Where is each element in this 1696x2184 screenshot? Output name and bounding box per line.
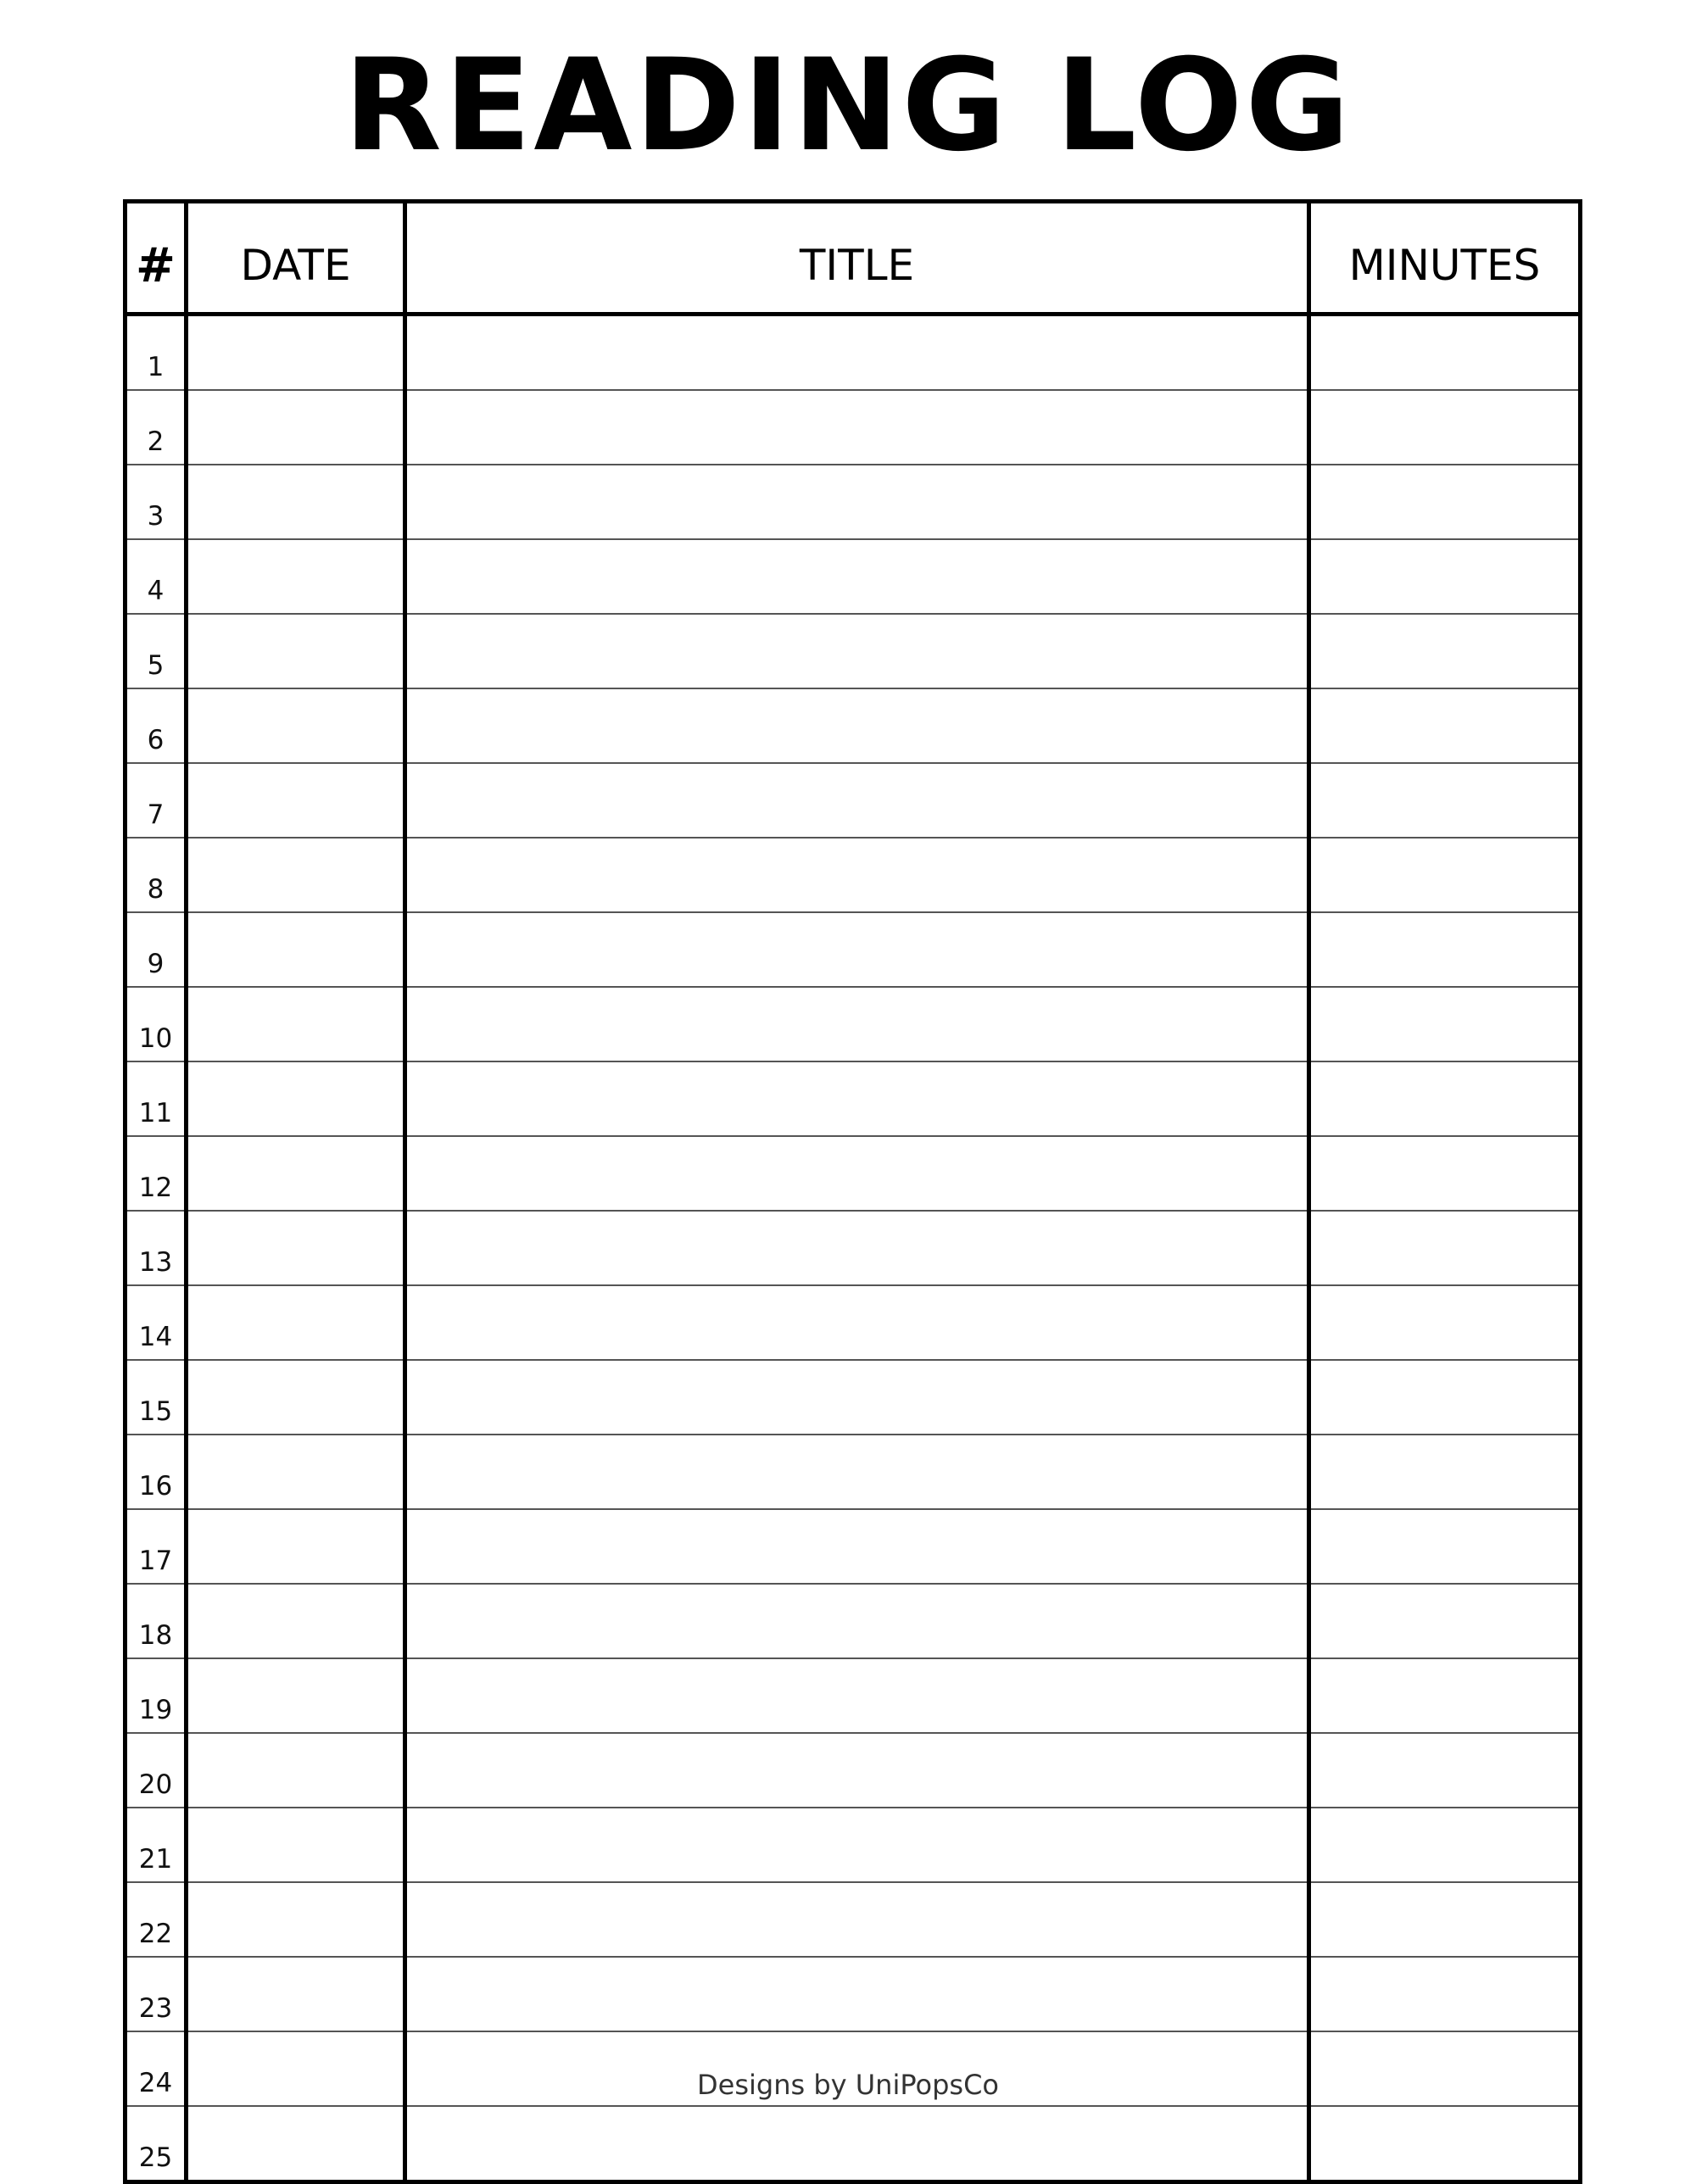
minutes-cell[interactable] bbox=[1309, 1136, 1581, 1211]
table-row bbox=[126, 1435, 1581, 1509]
table-row bbox=[126, 1658, 1581, 1733]
title-cell[interactable] bbox=[405, 2106, 1309, 2182]
page-title: READING LOG bbox=[343, 32, 1353, 180]
minutes-cell[interactable] bbox=[1309, 465, 1581, 539]
table-row bbox=[126, 1211, 1581, 1285]
row-number: 5 bbox=[126, 614, 187, 688]
table-row bbox=[126, 763, 1581, 838]
date-cell[interactable] bbox=[187, 763, 405, 838]
date-cell[interactable] bbox=[187, 539, 405, 614]
minutes-cell[interactable] bbox=[1309, 614, 1581, 688]
row-number: 7 bbox=[126, 763, 187, 838]
row-number: 21 bbox=[126, 1808, 187, 1882]
date-cell[interactable] bbox=[187, 912, 405, 987]
date-cell[interactable] bbox=[187, 1211, 405, 1285]
row-number: 13 bbox=[126, 1211, 187, 1285]
date-cell[interactable] bbox=[187, 1957, 405, 2031]
title-cell[interactable] bbox=[405, 1509, 1309, 1584]
table-row bbox=[126, 1957, 1581, 2031]
minutes-cell[interactable] bbox=[1309, 838, 1581, 912]
date-cell[interactable] bbox=[187, 838, 405, 912]
table-row bbox=[126, 1061, 1581, 1136]
title-cell[interactable] bbox=[405, 390, 1309, 465]
date-cell[interactable] bbox=[187, 2106, 405, 2182]
date-cell[interactable] bbox=[187, 688, 405, 763]
header-title: TITLE bbox=[405, 202, 1309, 315]
minutes-cell[interactable] bbox=[1309, 1211, 1581, 1285]
date-cell[interactable] bbox=[187, 1435, 405, 1509]
row-number: 25 bbox=[126, 2106, 187, 2182]
title-cell[interactable] bbox=[405, 614, 1309, 688]
minutes-cell[interactable] bbox=[1309, 763, 1581, 838]
row-number: 10 bbox=[126, 987, 187, 1061]
minutes-cell[interactable] bbox=[1309, 1285, 1581, 1360]
date-cell[interactable] bbox=[187, 315, 405, 391]
row-number: 16 bbox=[126, 1435, 187, 1509]
table-row bbox=[126, 912, 1581, 987]
table-row bbox=[126, 390, 1581, 465]
table-row bbox=[126, 1285, 1581, 1360]
table-row bbox=[126, 1584, 1581, 1658]
row-number: 14 bbox=[126, 1285, 187, 1360]
title-cell[interactable] bbox=[405, 912, 1309, 987]
title-cell[interactable] bbox=[405, 1957, 1309, 2031]
date-cell[interactable] bbox=[187, 1808, 405, 1882]
minutes-cell[interactable] bbox=[1309, 1435, 1581, 1509]
table-row bbox=[126, 1509, 1581, 1584]
row-number: 1 bbox=[126, 315, 187, 391]
title-cell[interactable] bbox=[405, 1658, 1309, 1733]
minutes-cell[interactable] bbox=[1309, 539, 1581, 614]
row-number: 19 bbox=[126, 1658, 187, 1733]
row-number: 3 bbox=[126, 465, 187, 539]
table-row bbox=[126, 1136, 1581, 1211]
title-cell[interactable] bbox=[405, 838, 1309, 912]
title-cell[interactable] bbox=[405, 1808, 1309, 1882]
footer-credit: Designs by UniPopsCo bbox=[697, 2069, 999, 2101]
title-cell[interactable] bbox=[405, 1584, 1309, 1658]
minutes-cell[interactable] bbox=[1309, 912, 1581, 987]
date-cell[interactable] bbox=[187, 1360, 405, 1435]
table-row bbox=[126, 315, 1581, 391]
header-row bbox=[126, 202, 1581, 315]
header-date: DATE bbox=[187, 202, 405, 315]
minutes-cell[interactable] bbox=[1309, 2106, 1581, 2182]
minutes-cell[interactable] bbox=[1309, 390, 1581, 465]
table-row bbox=[126, 838, 1581, 912]
table-row bbox=[126, 2106, 1581, 2182]
minutes-cell[interactable] bbox=[1309, 1061, 1581, 1136]
row-number: 9 bbox=[126, 912, 187, 987]
minutes-cell[interactable] bbox=[1309, 1509, 1581, 1584]
title-cell[interactable] bbox=[405, 688, 1309, 763]
title-cell[interactable] bbox=[405, 1360, 1309, 1435]
minutes-cell[interactable] bbox=[1309, 1882, 1581, 1957]
title-cell[interactable] bbox=[405, 1435, 1309, 1509]
title-cell[interactable] bbox=[405, 1211, 1309, 1285]
table-row bbox=[126, 539, 1581, 614]
date-cell[interactable] bbox=[187, 1882, 405, 1957]
minutes-cell[interactable] bbox=[1309, 1733, 1581, 1808]
table-row bbox=[126, 987, 1581, 1061]
row-number: 4 bbox=[126, 539, 187, 614]
date-cell[interactable] bbox=[187, 1285, 405, 1360]
date-cell[interactable] bbox=[187, 1061, 405, 1136]
row-number: 6 bbox=[126, 688, 187, 763]
row-number: 20 bbox=[126, 1733, 187, 1808]
minutes-cell[interactable] bbox=[1309, 1360, 1581, 1435]
minutes-cell[interactable] bbox=[1309, 987, 1581, 1061]
row-number: 11 bbox=[126, 1061, 187, 1136]
title-cell[interactable] bbox=[405, 1061, 1309, 1136]
title-cell[interactable] bbox=[405, 1285, 1309, 1360]
minutes-cell[interactable] bbox=[1309, 688, 1581, 763]
date-cell[interactable] bbox=[187, 1658, 405, 1733]
row-number: 18 bbox=[126, 1584, 187, 1658]
row-number: 23 bbox=[126, 1957, 187, 2031]
row-number: 17 bbox=[126, 1509, 187, 1584]
table-row bbox=[126, 1882, 1581, 1957]
minutes-cell[interactable] bbox=[1309, 315, 1581, 391]
title-cell[interactable] bbox=[405, 763, 1309, 838]
row-number: 12 bbox=[126, 1136, 187, 1211]
table-row bbox=[126, 465, 1581, 539]
title-cell[interactable] bbox=[405, 1733, 1309, 1808]
date-cell[interactable] bbox=[187, 465, 405, 539]
date-cell[interactable] bbox=[187, 1509, 405, 1584]
title-cell[interactable] bbox=[405, 539, 1309, 614]
date-cell[interactable] bbox=[187, 1136, 405, 1211]
table-row bbox=[126, 688, 1581, 763]
table-row bbox=[126, 1808, 1581, 1882]
title-cell[interactable] bbox=[405, 1882, 1309, 1957]
row-number: 22 bbox=[126, 1882, 187, 1957]
reading-log-table bbox=[123, 199, 1582, 2184]
minutes-cell[interactable] bbox=[1309, 1584, 1581, 1658]
header-number: # bbox=[126, 202, 187, 315]
table-row bbox=[126, 1360, 1581, 1435]
minutes-cell[interactable] bbox=[1309, 1957, 1581, 2031]
header-minutes: MINUTES bbox=[1309, 202, 1581, 315]
table-row bbox=[126, 614, 1581, 688]
title-cell[interactable] bbox=[405, 315, 1309, 391]
log-rows bbox=[126, 315, 1581, 2182]
date-cell[interactable] bbox=[187, 614, 405, 688]
title-cell[interactable] bbox=[405, 465, 1309, 539]
title-cell[interactable] bbox=[405, 1136, 1309, 1211]
minutes-cell[interactable] bbox=[1309, 1808, 1581, 1882]
title-cell[interactable] bbox=[405, 987, 1309, 1061]
row-number: 2 bbox=[126, 390, 187, 465]
row-number: 24 bbox=[126, 2031, 187, 2106]
date-cell[interactable] bbox=[187, 1584, 405, 1658]
date-cell[interactable] bbox=[187, 1733, 405, 1808]
date-cell[interactable] bbox=[187, 390, 405, 465]
row-number: 15 bbox=[126, 1360, 187, 1435]
row-number: 8 bbox=[126, 838, 187, 912]
table-row bbox=[126, 1733, 1581, 1808]
date-cell[interactable] bbox=[187, 987, 405, 1061]
minutes-cell[interactable] bbox=[1309, 1658, 1581, 1733]
